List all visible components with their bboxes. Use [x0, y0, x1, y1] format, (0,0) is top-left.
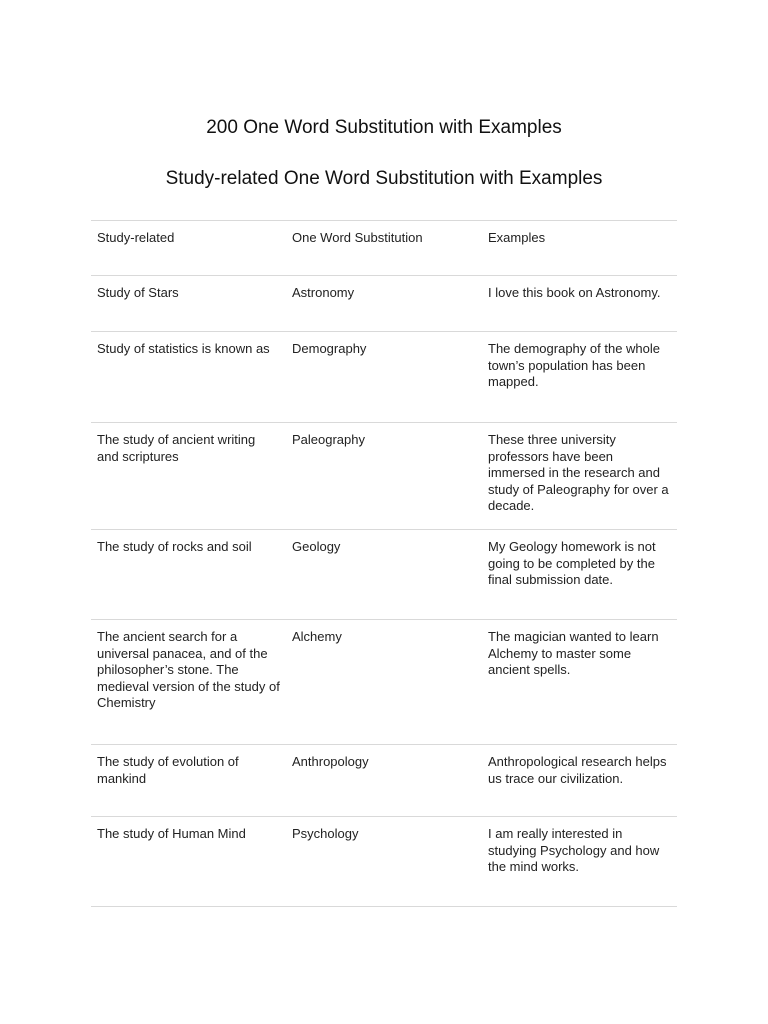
header-cell-word: One Word Substitution	[292, 230, 423, 245]
table-cell-study: Study of statistics is known as	[97, 341, 270, 356]
header-cell-examples: Examples	[488, 230, 546, 245]
table-cell-word: Demography	[292, 341, 367, 356]
header-cell-study: Study-related	[97, 230, 175, 245]
table-cell-example: Anthropological research helps us trace our civilization.	[488, 754, 667, 786]
table-cell-example: These three university professors have been immersed in the research and study of Paleography for over a decade.	[488, 432, 669, 513]
table-cell-study: The study of ancient writing and scriptures	[97, 432, 256, 464]
table-cell-word: Paleography	[292, 432, 365, 447]
table-row	[91, 620, 677, 745]
table-cell-word: Alchemy	[292, 629, 342, 644]
substitution-table	[91, 220, 677, 907]
table-cell-example: I love this book on Astronomy.	[488, 285, 661, 300]
table-cell-example: I am really interested in studying Psychology and how the mind works.	[488, 826, 660, 874]
table-row	[91, 423, 677, 530]
table-row	[91, 530, 677, 620]
table-cell-word: Anthropology	[292, 754, 369, 769]
table-cell-word: Geology	[292, 539, 341, 554]
table-cell-word: Astronomy	[292, 285, 355, 300]
table-header-row	[91, 221, 677, 276]
table-row	[91, 817, 677, 907]
document-title: 200 One Word Substitution with Examples	[206, 117, 562, 138]
table-cell-study: The study of Human Mind	[97, 826, 246, 841]
table-row	[91, 276, 677, 332]
table-row	[91, 745, 677, 817]
table-row	[91, 332, 677, 423]
section-title: Study-related One Word Substitution with Examples	[165, 168, 603, 189]
table-cell-study: The study of evolution of mankind	[97, 754, 239, 786]
table-cell-example: The magician wanted to learn Alchemy to master some ancient spells.	[488, 629, 659, 677]
table-cell-study: Study of Stars	[97, 285, 179, 300]
table-cell-study: The ancient search for a universal panacea, and of the philosopher’s stone. The medieval version of the study of Chemistry	[97, 629, 280, 710]
table-cell-example: My Geology homework is not going to be completed by the final submission date.	[488, 539, 656, 587]
table-cell-example: The demography of the whole town’s population has been mapped.	[488, 341, 660, 389]
table-cell-study: The study of rocks and soil	[97, 539, 252, 554]
table-cell-word: Psychology	[292, 826, 359, 841]
